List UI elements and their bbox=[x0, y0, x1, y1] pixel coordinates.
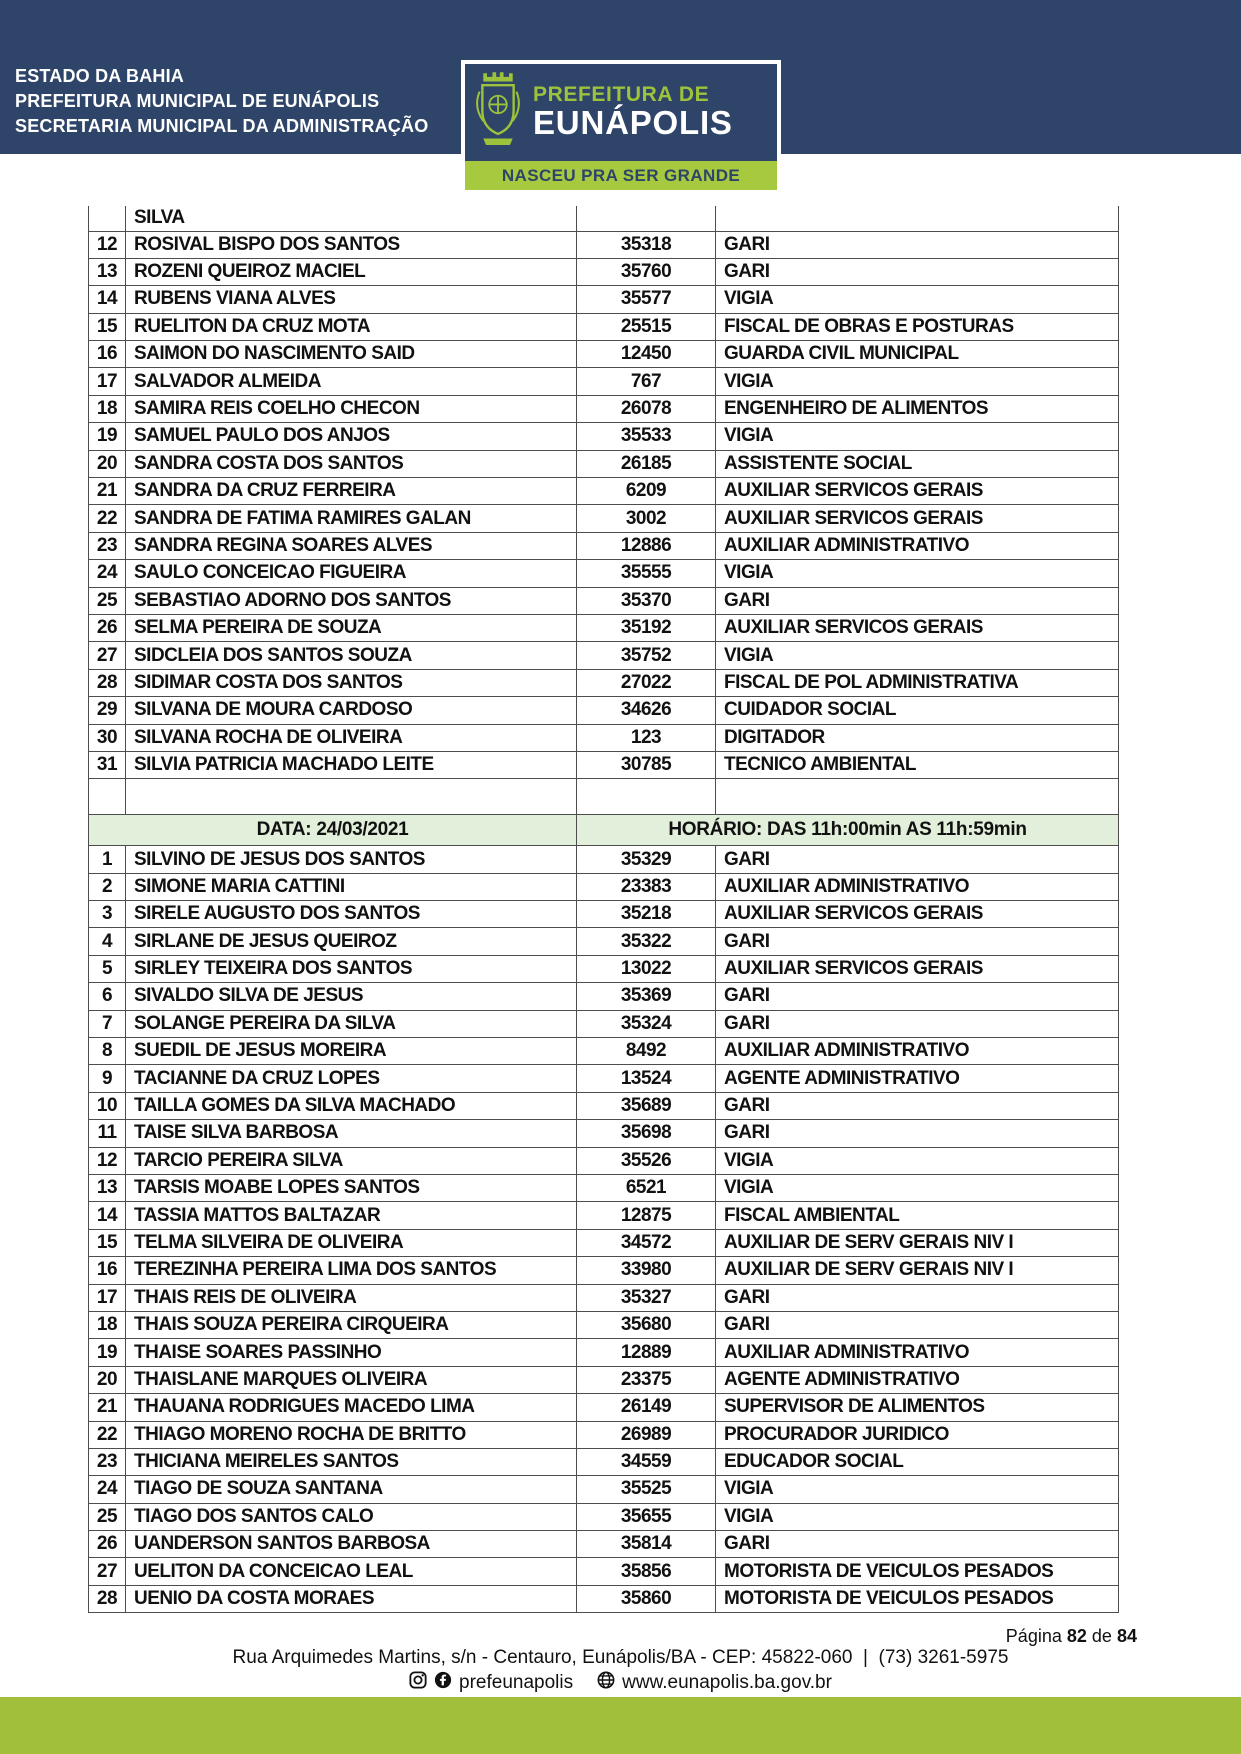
cargo-cell: MOTORISTA DE VEICULOS PESADOS bbox=[716, 1585, 1119, 1612]
table-row bbox=[89, 928, 1119, 955]
page-number bbox=[1006, 1626, 1137, 1647]
table2-body bbox=[89, 846, 1119, 1613]
name-cell: SIDCLEIA DOS SANTOS SOUZA bbox=[126, 642, 577, 669]
row-number-cell: 12 bbox=[89, 231, 126, 258]
name-cell: SAMIRA REIS COELHO CHECON bbox=[126, 395, 577, 422]
name-cell: TAISE SILVA BARBOSA bbox=[126, 1120, 577, 1147]
row-number-cell: 13 bbox=[89, 1175, 126, 1202]
cargo-cell: AUXILIAR DE SERV GERAIS NIV I bbox=[716, 1229, 1119, 1256]
table-row bbox=[89, 505, 1119, 532]
cargo-cell: FISCAL DE OBRAS E POSTURAS bbox=[716, 313, 1119, 340]
matricula-cell: 26149 bbox=[577, 1394, 716, 1421]
table-row bbox=[89, 231, 1119, 258]
matricula-cell: 35192 bbox=[577, 614, 716, 641]
cargo-cell: PROCURADOR JURIDICO bbox=[716, 1421, 1119, 1448]
row-number-cell: 8 bbox=[89, 1038, 126, 1065]
cargo-cell: AUXILIAR ADMINISTRATIVO bbox=[716, 1038, 1119, 1065]
table-row bbox=[89, 587, 1119, 614]
table-row bbox=[89, 1284, 1119, 1311]
name-cell: SIRLANE DE JESUS QUEIROZ bbox=[126, 928, 577, 955]
row-number-cell: 24 bbox=[89, 1476, 126, 1503]
table1-body bbox=[89, 231, 1119, 779]
org-title-block bbox=[15, 64, 428, 139]
cargo-cell: GARI bbox=[716, 231, 1119, 258]
matricula-cell: 34572 bbox=[577, 1229, 716, 1256]
instagram-icon bbox=[409, 1671, 427, 1695]
matricula-cell: 35760 bbox=[577, 258, 716, 285]
table-row bbox=[89, 1120, 1119, 1147]
table-row bbox=[89, 724, 1119, 751]
globe-icon bbox=[597, 1671, 615, 1695]
cargo-cell: ENGENHEIRO DE ALIMENTOS bbox=[716, 395, 1119, 422]
matricula-cell: 35555 bbox=[577, 560, 716, 587]
row-number-cell: 28 bbox=[89, 1585, 126, 1612]
cargo-cell: EDUCADOR SOCIAL bbox=[716, 1448, 1119, 1475]
name-cell: TAILLA GOMES DA SILVA MACHADO bbox=[126, 1092, 577, 1119]
org-line-1: ESTADO DA BAHIA bbox=[15, 66, 184, 86]
row-number-cell: 26 bbox=[89, 614, 126, 641]
row-number-cell: 21 bbox=[89, 478, 126, 505]
cargo-cell: GARI bbox=[716, 1010, 1119, 1037]
row-number-cell: 4 bbox=[89, 928, 126, 955]
table-row bbox=[89, 669, 1119, 696]
footer-address: Rua Arquimedes Martins, s/n - Centauro, Eunápolis/BA - CEP: 45822-060 | (73) 3261-5975 bbox=[232, 1647, 1009, 1668]
cargo-cell: TECNICO AMBIENTAL bbox=[716, 751, 1119, 778]
footer-social-line bbox=[0, 1671, 1241, 1695]
row-number-cell: 10 bbox=[89, 1092, 126, 1119]
cargo-cell: FISCAL AMBIENTAL bbox=[716, 1202, 1119, 1229]
cargo-cell: VIGIA bbox=[716, 423, 1119, 450]
row-number-cell: 23 bbox=[89, 532, 126, 559]
name-cell: UELITON DA CONCEICAO LEAL bbox=[126, 1558, 577, 1585]
matricula-cell: 26185 bbox=[577, 450, 716, 477]
city-logo bbox=[461, 60, 781, 194]
table-row bbox=[89, 751, 1119, 778]
table-row bbox=[89, 1394, 1119, 1421]
row-number-cell bbox=[89, 206, 126, 231]
logo-wordmark bbox=[533, 84, 733, 141]
row-number-cell: 12 bbox=[89, 1147, 126, 1174]
logo-slogan-band: NASCEU PRA SER GRANDE bbox=[465, 161, 777, 190]
table-row bbox=[89, 1311, 1119, 1338]
matricula-cell: 13524 bbox=[577, 1065, 716, 1092]
name-cell: SELMA PEREIRA DE SOUZA bbox=[126, 614, 577, 641]
name-cell: TIAGO DE SOUZA SANTANA bbox=[126, 1476, 577, 1503]
cargo-cell: VIGIA bbox=[716, 286, 1119, 313]
table-row bbox=[89, 873, 1119, 900]
row-number-cell: 25 bbox=[89, 1503, 126, 1530]
cargo-cell: VIGIA bbox=[716, 368, 1119, 395]
row-number-cell: 13 bbox=[89, 258, 126, 285]
table-row bbox=[89, 1202, 1119, 1229]
matricula-cell: 35655 bbox=[577, 1503, 716, 1530]
name-cell: THAIS REIS DE OLIVEIRA bbox=[126, 1284, 577, 1311]
row-number-cell: 22 bbox=[89, 505, 126, 532]
name-cell: SANDRA DE FATIMA RAMIRES GALAN bbox=[126, 505, 577, 532]
table-row bbox=[89, 1038, 1119, 1065]
cargo-cell: VIGIA bbox=[716, 560, 1119, 587]
row-number-cell: 3 bbox=[89, 901, 126, 928]
name-cell: TASSIA MATTOS BALTAZAR bbox=[126, 1202, 577, 1229]
logo-line-1: PREFEITURA DE bbox=[533, 83, 710, 107]
name-cell: UENIO DA COSTA MORAES bbox=[126, 1585, 577, 1612]
table-row bbox=[89, 1531, 1119, 1558]
table-row bbox=[89, 395, 1119, 422]
name-cell: SIRELE AUGUSTO DOS SANTOS bbox=[126, 901, 577, 928]
cargo-cell: GARI bbox=[716, 928, 1119, 955]
matricula-cell: 13022 bbox=[577, 955, 716, 982]
table-row bbox=[89, 341, 1119, 368]
name-cell: SILVINO DE JESUS DOS SANTOS bbox=[126, 846, 577, 873]
row-number-cell: 27 bbox=[89, 1558, 126, 1585]
table-row bbox=[89, 1147, 1119, 1174]
row-number-cell: 1 bbox=[89, 846, 126, 873]
row-number-cell: 29 bbox=[89, 697, 126, 724]
cargo-cell: GARI bbox=[716, 1531, 1119, 1558]
name-cell: TIAGO DOS SANTOS CALO bbox=[126, 1503, 577, 1530]
footer-website: www.eunapolis.ba.gov.br bbox=[622, 1672, 832, 1693]
table-row bbox=[89, 532, 1119, 559]
matricula-cell: 767 bbox=[577, 368, 716, 395]
page-total: 84 bbox=[1116, 1626, 1137, 1646]
matricula-cell: 6521 bbox=[577, 1175, 716, 1202]
spacer-cell bbox=[89, 779, 126, 815]
table-row bbox=[89, 846, 1119, 873]
name-cell: SANDRA COSTA DOS SANTOS bbox=[126, 450, 577, 477]
cargo-cell: AUXILIAR ADMINISTRATIVO bbox=[716, 873, 1119, 900]
section-header-row bbox=[89, 815, 1119, 846]
cargo-cell: VIGIA bbox=[716, 1175, 1119, 1202]
row-number-cell: 11 bbox=[89, 1120, 126, 1147]
matricula-cell: 35369 bbox=[577, 983, 716, 1010]
matricula-cell: 35324 bbox=[577, 1010, 716, 1037]
row-number-cell: 15 bbox=[89, 313, 126, 340]
matricula-cell: 35329 bbox=[577, 846, 716, 873]
matricula-cell: 35218 bbox=[577, 901, 716, 928]
name-cell: SOLANGE PEREIRA DA SILVA bbox=[126, 1010, 577, 1037]
name-cell: TARCIO PEREIRA SILVA bbox=[126, 1147, 577, 1174]
name-cell: SIMONE MARIA CATTINI bbox=[126, 873, 577, 900]
row-number-cell: 27 bbox=[89, 642, 126, 669]
row-number-cell: 24 bbox=[89, 560, 126, 587]
row-number-cell: 2 bbox=[89, 873, 126, 900]
matricula-cell: 3002 bbox=[577, 505, 716, 532]
row-number-cell: 9 bbox=[89, 1065, 126, 1092]
table-row bbox=[89, 313, 1119, 340]
matricula-cell: 35327 bbox=[577, 1284, 716, 1311]
cargo-cell bbox=[716, 206, 1119, 231]
name-cell: TACIANNE DA CRUZ LOPES bbox=[126, 1065, 577, 1092]
cargo-cell: AUXILIAR SERVICOS GERAIS bbox=[716, 614, 1119, 641]
row-number-cell: 7 bbox=[89, 1010, 126, 1037]
section-time-cell: HORÁRIO: DAS 11h:00min AS 11h:59min bbox=[577, 815, 1119, 846]
table-row bbox=[89, 1092, 1119, 1119]
matricula-cell: 35698 bbox=[577, 1120, 716, 1147]
row-number-cell: 21 bbox=[89, 1394, 126, 1421]
name-cell: THAIS SOUZA PEREIRA CIRQUEIRA bbox=[126, 1311, 577, 1338]
name-cell: SEBASTIAO ADORNO DOS SANTOS bbox=[126, 587, 577, 614]
row-number-cell: 26 bbox=[89, 1531, 126, 1558]
matricula-cell bbox=[577, 206, 716, 231]
name-cell: SUEDIL DE JESUS MOREIRA bbox=[126, 1038, 577, 1065]
name-cell: RUELITON DA CRUZ MOTA bbox=[126, 313, 577, 340]
name-cell: SIDIMAR COSTA DOS SANTOS bbox=[126, 669, 577, 696]
table-row bbox=[89, 1585, 1119, 1612]
row-number-cell: 18 bbox=[89, 395, 126, 422]
name-cell: TARSIS MOABE LOPES SANTOS bbox=[126, 1175, 577, 1202]
matricula-cell: 35689 bbox=[577, 1092, 716, 1119]
name-cell: ROZENI QUEIROZ MACIEL bbox=[126, 258, 577, 285]
matricula-cell: 27022 bbox=[577, 669, 716, 696]
matricula-cell: 35533 bbox=[577, 423, 716, 450]
cargo-cell: AUXILIAR SERVICOS GERAIS bbox=[716, 955, 1119, 982]
row-number-cell: 16 bbox=[89, 1257, 126, 1284]
matricula-cell: 25515 bbox=[577, 313, 716, 340]
social-handle: prefeunapolis bbox=[459, 1672, 574, 1693]
logo-line-2: EUNÁPOLIS bbox=[533, 104, 733, 142]
table-row bbox=[89, 1366, 1119, 1393]
table-row bbox=[89, 1229, 1119, 1256]
matricula-cell: 35680 bbox=[577, 1311, 716, 1338]
cargo-cell: DIGITADOR bbox=[716, 724, 1119, 751]
cargo-cell: AUXILIAR ADMINISTRATIVO bbox=[716, 532, 1119, 559]
table-row bbox=[89, 1448, 1119, 1475]
matricula-cell: 35322 bbox=[577, 928, 716, 955]
name-cell: THIAGO MORENO ROCHA DE BRITTO bbox=[126, 1421, 577, 1448]
logo-main-panel bbox=[465, 64, 777, 161]
city-crest-icon bbox=[475, 68, 521, 157]
name-cell: RUBENS VIANA ALVES bbox=[126, 286, 577, 313]
table-row bbox=[89, 368, 1119, 395]
cargo-cell: GARI bbox=[716, 587, 1119, 614]
cargo-cell: AGENTE ADMINISTRATIVO bbox=[716, 1366, 1119, 1393]
row-number-cell: 22 bbox=[89, 1421, 126, 1448]
row-number-cell: 19 bbox=[89, 1339, 126, 1366]
org-line-2: PREFEITURA MUNICIPAL DE EUNÁPOLIS bbox=[15, 91, 380, 111]
row-number-cell: 15 bbox=[89, 1229, 126, 1256]
row-number-cell: 20 bbox=[89, 1366, 126, 1393]
matricula-cell: 30785 bbox=[577, 751, 716, 778]
name-cell: SILVANA ROCHA DE OLIVEIRA bbox=[126, 724, 577, 751]
cargo-cell: FISCAL DE POL ADMINISTRATIVA bbox=[716, 669, 1119, 696]
name-cell: THAISE SOARES PASSINHO bbox=[126, 1339, 577, 1366]
name-cell: THAUANA RODRIGUES MACEDO LIMA bbox=[126, 1394, 577, 1421]
cargo-cell: GUARDA CIVIL MUNICIPAL bbox=[716, 341, 1119, 368]
row-number-cell: 28 bbox=[89, 669, 126, 696]
page-current: 82 bbox=[1066, 1626, 1087, 1646]
cargo-cell: GARI bbox=[716, 1120, 1119, 1147]
matricula-cell: 35370 bbox=[577, 587, 716, 614]
matricula-cell: 35318 bbox=[577, 231, 716, 258]
spacer-row-group bbox=[89, 779, 1119, 846]
row-number-cell: 14 bbox=[89, 286, 126, 313]
matricula-cell: 35526 bbox=[577, 1147, 716, 1174]
matricula-cell: 123 bbox=[577, 724, 716, 751]
table-row bbox=[89, 1476, 1119, 1503]
row-number-cell: 6 bbox=[89, 983, 126, 1010]
matricula-cell: 33980 bbox=[577, 1257, 716, 1284]
name-cell: SAIMON DO NASCIMENTO SAID bbox=[126, 341, 577, 368]
matricula-cell: 35525 bbox=[577, 1476, 716, 1503]
table-row bbox=[89, 423, 1119, 450]
matricula-cell: 12889 bbox=[577, 1339, 716, 1366]
bottom-green-band bbox=[0, 1697, 1241, 1754]
row-number-cell: 18 bbox=[89, 1311, 126, 1338]
matricula-cell: 26078 bbox=[577, 395, 716, 422]
matricula-cell: 12886 bbox=[577, 532, 716, 559]
matricula-cell: 23383 bbox=[577, 873, 716, 900]
cargo-cell: SUPERVISOR DE ALIMENTOS bbox=[716, 1394, 1119, 1421]
matricula-cell: 35860 bbox=[577, 1585, 716, 1612]
name-cell: SAMUEL PAULO DOS ANJOS bbox=[126, 423, 577, 450]
cargo-cell: AGENTE ADMINISTRATIVO bbox=[716, 1065, 1119, 1092]
cargo-cell: GARI bbox=[716, 983, 1119, 1010]
cargo-cell: AUXILIAR SERVICOS GERAIS bbox=[716, 478, 1119, 505]
table-row bbox=[89, 901, 1119, 928]
table-row bbox=[89, 258, 1119, 285]
matricula-cell: 23375 bbox=[577, 1366, 716, 1393]
matricula-cell: 12875 bbox=[577, 1202, 716, 1229]
cargo-cell: VIGIA bbox=[716, 1476, 1119, 1503]
table-row bbox=[89, 478, 1119, 505]
table-row-carryover bbox=[89, 206, 1119, 231]
table-row bbox=[89, 1175, 1119, 1202]
row-number-cell: 17 bbox=[89, 1284, 126, 1311]
table-row bbox=[89, 450, 1119, 477]
matricula-cell: 35577 bbox=[577, 286, 716, 313]
name-cell: THAISLANE MARQUES OLIVEIRA bbox=[126, 1366, 577, 1393]
row-number-cell: 17 bbox=[89, 368, 126, 395]
name-cell: SIRLEY TEIXEIRA DOS SANTOS bbox=[126, 955, 577, 982]
name-cell: SALVADOR ALMEIDA bbox=[126, 368, 577, 395]
name-cell: SANDRA REGINA SOARES ALVES bbox=[126, 532, 577, 559]
cargo-cell: ASSISTENTE SOCIAL bbox=[716, 450, 1119, 477]
spacer-cell bbox=[716, 779, 1119, 815]
name-cell: THICIANA MEIRELES SANTOS bbox=[126, 1448, 577, 1475]
row-number-cell: 31 bbox=[89, 751, 126, 778]
cargo-cell: AUXILIAR SERVICOS GERAIS bbox=[716, 505, 1119, 532]
table-row bbox=[89, 1558, 1119, 1585]
matricula-cell: 35856 bbox=[577, 1558, 716, 1585]
matricula-cell: 34626 bbox=[577, 697, 716, 724]
spacer-row bbox=[89, 779, 1119, 815]
name-cell: SAULO CONCEICAO FIGUEIRA bbox=[126, 560, 577, 587]
table-row bbox=[89, 1065, 1119, 1092]
table-row bbox=[89, 1257, 1119, 1284]
table-row bbox=[89, 1010, 1119, 1037]
table-row bbox=[89, 1339, 1119, 1366]
name-cell: SIVALDO SILVA DE JESUS bbox=[126, 983, 577, 1010]
cargo-cell: MOTORISTA DE VEICULOS PESADOS bbox=[716, 1558, 1119, 1585]
cargo-cell: GARI bbox=[716, 258, 1119, 285]
matricula-cell: 6209 bbox=[577, 478, 716, 505]
name-cell: SILVA bbox=[126, 206, 577, 231]
cargo-cell: VIGIA bbox=[716, 1503, 1119, 1530]
name-cell: SILVIA PATRICIA MACHADO LEITE bbox=[126, 751, 577, 778]
row-number-cell: 14 bbox=[89, 1202, 126, 1229]
cargo-cell: GARI bbox=[716, 1311, 1119, 1338]
cargo-cell: GARI bbox=[716, 1092, 1119, 1119]
page-label: Página bbox=[1005, 1626, 1062, 1646]
page-of-label: de bbox=[1091, 1626, 1112, 1646]
matricula-cell: 35814 bbox=[577, 1531, 716, 1558]
row-number-cell: 16 bbox=[89, 341, 126, 368]
matricula-cell: 34559 bbox=[577, 1448, 716, 1475]
name-cell: TELMA SILVEIRA DE OLIVEIRA bbox=[126, 1229, 577, 1256]
employee-roster-table bbox=[88, 206, 1119, 1613]
row-number-cell: 23 bbox=[89, 1448, 126, 1475]
matricula-cell: 8492 bbox=[577, 1038, 716, 1065]
table-row bbox=[89, 697, 1119, 724]
table-row bbox=[89, 1503, 1119, 1530]
name-cell: SILVANA DE MOURA CARDOSO bbox=[126, 697, 577, 724]
table-row bbox=[89, 614, 1119, 641]
cargo-cell: AUXILIAR SERVICOS GERAIS bbox=[716, 901, 1119, 928]
cargo-cell: AUXILIAR ADMINISTRATIVO bbox=[716, 1339, 1119, 1366]
table-row bbox=[89, 560, 1119, 587]
table-row bbox=[89, 983, 1119, 1010]
cargo-cell: VIGIA bbox=[716, 1147, 1119, 1174]
table-row bbox=[89, 955, 1119, 982]
name-cell: ROSIVAL BISPO DOS SANTOS bbox=[126, 231, 577, 258]
carryover-row-group bbox=[89, 206, 1119, 231]
table-row bbox=[89, 1421, 1119, 1448]
name-cell: UANDERSON SANTOS BARBOSA bbox=[126, 1531, 577, 1558]
cargo-cell: GARI bbox=[716, 1284, 1119, 1311]
row-number-cell: 19 bbox=[89, 423, 126, 450]
row-number-cell: 5 bbox=[89, 955, 126, 982]
cargo-cell: GARI bbox=[716, 846, 1119, 873]
spacer-cell bbox=[126, 779, 577, 815]
matricula-cell: 12450 bbox=[577, 341, 716, 368]
facebook-icon bbox=[434, 1671, 452, 1695]
row-number-cell: 30 bbox=[89, 724, 126, 751]
name-cell: TEREZINHA PEREIRA LIMA DOS SANTOS bbox=[126, 1257, 577, 1284]
spacer-cell bbox=[577, 779, 716, 815]
row-number-cell: 25 bbox=[89, 587, 126, 614]
table-row bbox=[89, 286, 1119, 313]
name-cell: SANDRA DA CRUZ FERREIRA bbox=[126, 478, 577, 505]
cargo-cell: VIGIA bbox=[716, 642, 1119, 669]
section-date-cell: DATA: 24/03/2021 bbox=[89, 815, 577, 846]
cargo-cell: AUXILIAR DE SERV GERAIS NIV I bbox=[716, 1257, 1119, 1284]
matricula-cell: 26989 bbox=[577, 1421, 716, 1448]
row-number-cell: 20 bbox=[89, 450, 126, 477]
cargo-cell: CUIDADOR SOCIAL bbox=[716, 697, 1119, 724]
matricula-cell: 35752 bbox=[577, 642, 716, 669]
table-row bbox=[89, 642, 1119, 669]
org-line-3: SECRETARIA MUNICIPAL DA ADMINISTRAÇÃO bbox=[15, 116, 429, 136]
